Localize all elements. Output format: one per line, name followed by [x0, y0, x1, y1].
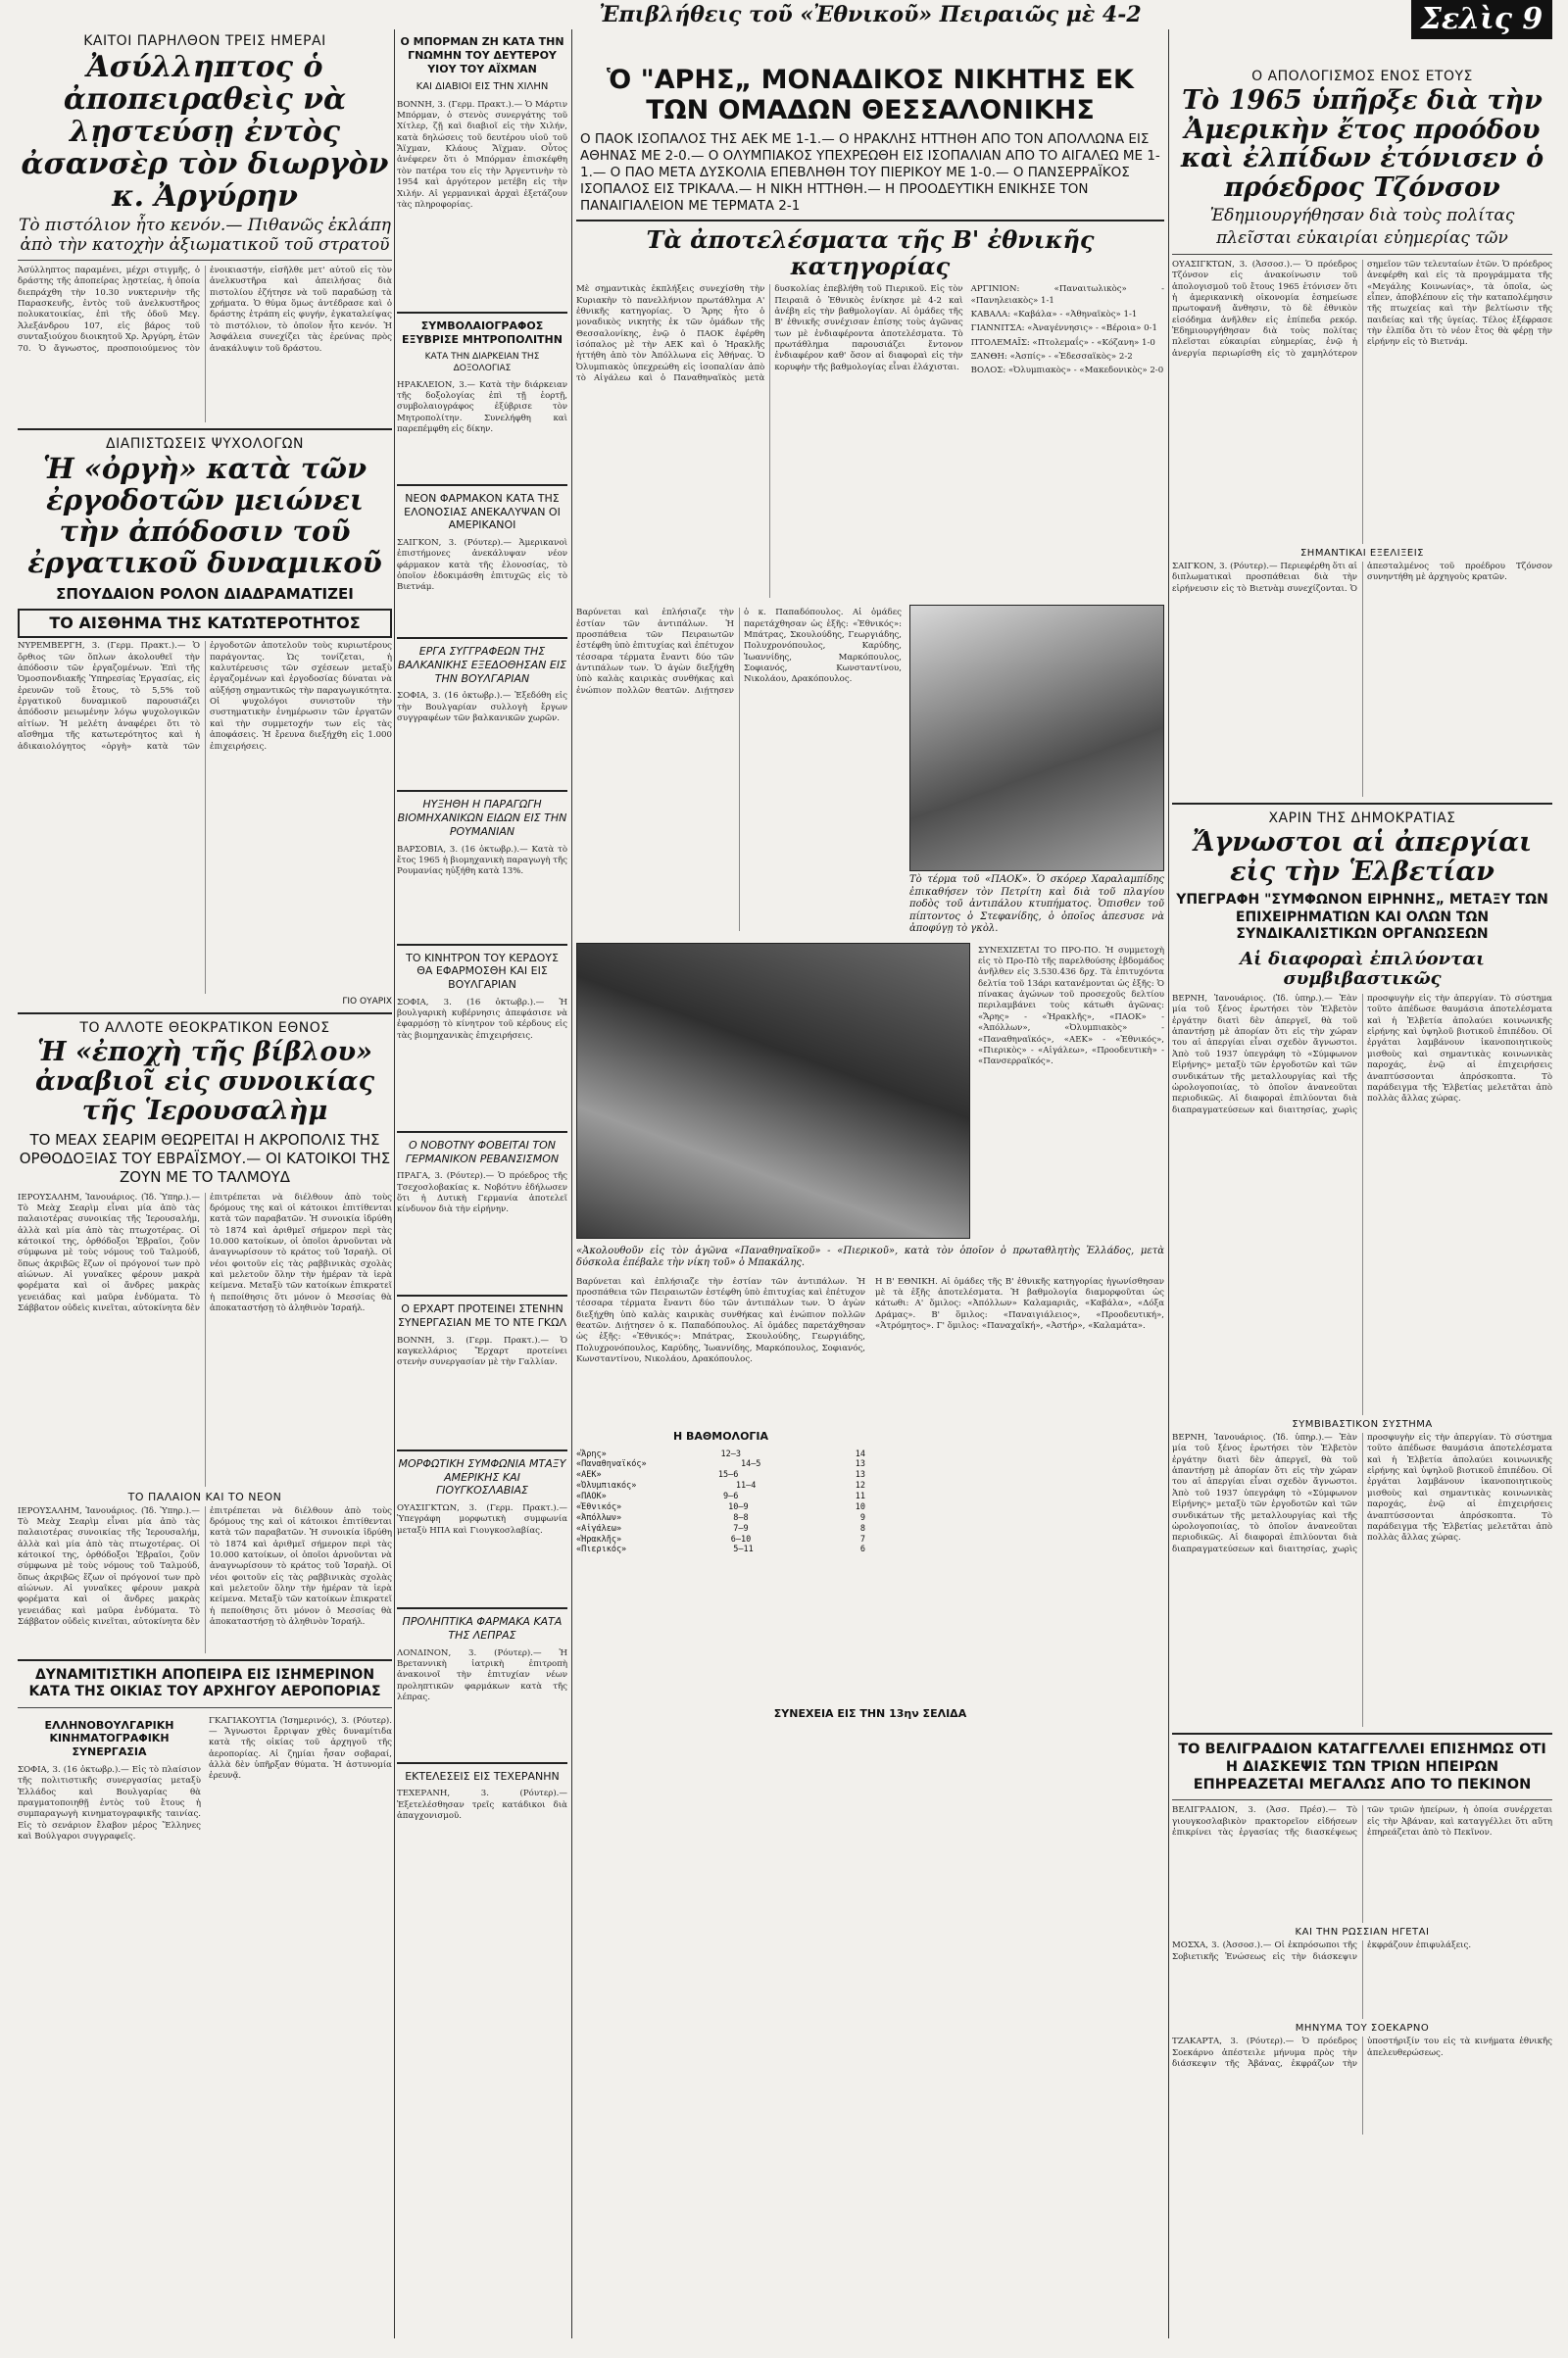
- article-body: ΒΕΡΝΗ, Ἰανουάριος. (Ἰδ. ὑπηρ.).— Ἐὰν μία τοῦ ξένος ἐρωτήσει τὸν Ἑλβετὸν ἐργάτην διατὶ δὲν ἀπεργεῖ, θὰ τοῦ ἀπαντήσῃ μὲ ἀπορίαν ὅτι εἰς τὴν χώραν του αἱ ἀπεργίαι εἶναι σχεδὸν ἄγνωστοι. Ἀπὸ τοῦ 1937 ὑπεγράφη τὸ «Σύμφωνον Εἰρήνης» μεταξὺ τῶν ἐργοδοτῶν καὶ τῶν συνδικάτων τῆς μεταλλουργίας καὶ τῆς ὡρολογοποιίας, τὸ ὁποῖον ἀνανεοῦται περιοδικῶς. Αἱ διαφοραὶ ἐπιλύονται διὰ διαπραγματεύσεων καὶ διαιτησίας, χωρὶς προσφυγὴν εἰς τὴν ἀπεργίαν. Τὸ σύστημα τοῦτο ἀπέδωσε θαυμάσια ἀποτελέσματα καὶ ἡ Ἑλβετία ἀπολαύει κοινωνικῆς εἰρήνης καὶ ὑψηλοῦ βιοτικοῦ ἐπιπέδου. Οἱ ἐργάται λαμβάνουν ἱκανοποιητικοὺς μισθοὺς καὶ σημαντικὰς κοινωνικὰς παροχάς, ἐνῷ αἱ ἐπιχειρήσεις ἀναπτύσσονται ἀπρόσκοπτα. Τὸ παράδειγμα τῆς Ἑλβετίας μελετᾶται ἀπὸ πολλὰς ἄλλας χώρας.: [1172, 994, 1552, 1115]
- article-body: Η Β' ΕΘΝΙΚΗ. Αἱ ὁμάδες τῆς Β' ἐθνικῆς κατηγορίας ἠγωνίσθησαν μὲ τὰ ἑξῆς ἀποτελέσματα. Ἡ βαθμολογία διαμορφοῦται ὡς κάτωθι: Α' ὅμιλος: «Ἀπόλλων» Καλαμαριᾶς, «Καβάλα», «Δόξα Δράμας». Β' ὅμιλος: «Παναιγιάλειος», «Προοδευτική», «Ἀτρόμητος». Γ' ὅμιλος: «Παναχαϊκή», «Ἀστήρ», «Καλαμάτα».: [875, 1276, 1164, 1332]
- standings-row: [576, 1524, 865, 1535]
- article-body: ΟΥΑΣΙΓΚΤΩΝ, 3. (Γερμ. Πρακτ.).— Ὑπεγράφη μορφωτικὴ συμφωνία μεταξὺ ΗΠΑ καὶ Γιουγκοσλαβίας.: [397, 1503, 567, 1536]
- article-body: ΜΟΣΧΑ, 3. (Ἀσσοσ.).— Οἱ ἐκπρόσωποι τῆς Σοβιετικῆς Ἑνώσεως εἰς τὴν διάσκεψιν ἐκφράζουν ἐπιφυλάξεις.: [1172, 1940, 1472, 1962]
- section-label: ΣΥΜΒΙΒΑΣΤΙΚΟΝ ΣΥΣΤΗΜΑ: [1292, 1419, 1433, 1431]
- article-body: ΒΑΡΣΟΒΙΑ, 3. (16 ὀκτωβρ.).— Κατὰ τὸ ἔτος 1965 ἡ βιομηχανικὴ παραγωγὴ τῆς Ρουμανίας ηὐξήθη κατὰ 13%.: [397, 844, 567, 877]
- standings-team: «Ἄρης»: [576, 1449, 607, 1459]
- subheadline: ΣΠΟΥΔΑΙΟΝ ΡΟΛΟΝ ΔΙΑΔΡΑΜΑΤΙΖΕΙ: [56, 584, 354, 603]
- standings-pts: 14: [855, 1449, 865, 1459]
- standings-pts: 9: [859, 1512, 865, 1523]
- match-photo-paok: [909, 605, 1164, 871]
- divider: [397, 1607, 567, 1609]
- result-item: ΓΙΑΝΝΙΤΣΑ: «Ἀναγέννησις» - «Βέροια» 0-1: [970, 323, 1157, 334]
- standings-score: 12—3: [720, 1449, 741, 1459]
- divider: [18, 1659, 392, 1661]
- standings-score: 9—6: [723, 1492, 739, 1501]
- headline-balkan-writers: ΕΡΓΑ ΣΥΓΓΡΑΦΕΩΝ ΤΗΣ ΒΑΛΚΑΝΙΚΗΣ ΕΞΕΔΟΘΗΣΑΝ ΕΙΣ ΤΗΝ ΒΟΥΛΓΑΡΙΑΝ: [397, 645, 567, 685]
- standings-pts: 13: [855, 1470, 865, 1481]
- article-body: ΒΟΝΝΗ, 3. (Γερμ. Πρακτ.).— Ὁ καγκελλάριος Ἔρχαρτ προτείνει στενὴν συνεργασίαν μὲ τὴν Γαλλίαν.: [397, 1335, 567, 1368]
- subheadline: πλεῖσται εὐκαιρίαι εὐημερίας τῶν: [1216, 228, 1508, 249]
- divider: [397, 1131, 567, 1133]
- article-body: ΙΕΡΟΥΣΑΛΗΜ, Ἰανουάριος. (Ἰδ. Ὑπηρ.).— Τὸ Μεὰχ Σεαρὶμ εἶναι μία ἀπὸ τὰς παλαιοτέρας συνοικίας τῆς Ἱερουσαλήμ, ἀλλὰ καὶ μία ἀπὸ τὰς πτωχοτέρας. Οἱ κάτοικοί της, ὀρθόδοξοι Ἑβραῖοι, ζοῦν σύμφωνα μὲ τοὺς νόμους τοῦ Ταλμούδ, ὅπως ἀκριβῶς ἔζων οἱ πρόγονοί των πρὸ αἰώνων. Αἱ γυναῖκες φέρουν μακρὰ φορέματα καὶ οἱ ἄνδρες μακρὰς γενειάδας καὶ μαῦρα ἐνδύματα. Τὸ Σάββατον οὐδεὶς κινεῖται, αὐτοκίνητα δὲν ἐπιτρέπεται νὰ διέλθουν ἀπὸ τοὺς δρόμους της καὶ οἱ κάτοικοι ἐπιτίθενται κατὰ τῶν παραβατῶν. Ἡ συνοικία ἱδρύθη τὸ 1874 καὶ ἀριθμεῖ σήμερον περὶ τὰς 10.000 κατοίκων, οἱ ὁποῖοι ἀρνοῦνται νὰ ἀναγνωρίσουν τὸ κράτος τοῦ Ἰσραὴλ. Οἱ νέοι φοιτοῦν εἰς τὰς ραββινικὰς σχολὰς καὶ μελετοῦν ὅλην τὴν ἡμέραν τὰ ἱερὰ κείμενα. Μεταξὺ τῶν κατοίκων ἐπικρατεῖ ἡ πεποίθησις ὅτι μόνον ὁ Μεσσίας θὰ ἀποκαταστήσῃ τὸ ἀληθινὸν Ἰσραήλ.: [18, 1192, 392, 1314]
- standings-score: 11—4: [735, 1481, 757, 1492]
- column-1: [18, 29, 392, 2338]
- kicker: ΚΑΙΤΟΙ ΠΑΡΗΛΘΟΝ ΤΡΕΙΣ ΗΜΕΡΑΙ: [83, 33, 326, 49]
- standings-team: «Ἡρακλῆς»: [576, 1534, 622, 1545]
- article-body: ΓΚΑΓΙΑΚΟΥΓΙΑ (Ἰσημερινός), 3. (Ρόυτερ).— Ἄγνωστοι ἔρριψαν χθὲς δυναμίτιδα κατὰ τῆς οἰκίας τοῦ ἀρχηγοῦ τῆς ἀεροπορίας. Αἱ ζημίαι ἦσαν σοβαραί, ἀλλὰ δὲν ὑπῆρξαν θύματα. Ἡ ἀστυνομία ἐρευνᾷ.: [209, 1715, 392, 1782]
- article-body: ΤΕΧΕΡΑΝΗ, 3. (Ρόυτερ).— Ἐξετελέσθησαν τρεῖς κατάδικοι διὰ ἀπαγχονισμοῦ.: [397, 1789, 567, 1821]
- article-body: ΣΟΦΙΑ, 3. (16 ὀκτωβρ.).— Εἰς τὸ πλαίσιον τῆς πολιτιστικῆς συνεργασίας μεταξὺ Ἑλλάδος καὶ Βουλγαρίας θὰ πραγματοποιηθῇ ἐντὸς τοῦ ἔτους ἡ συμπαραγωγὴ κινηματογραφικῆς ταινίας. Εἰς τὸ σενάριον ἔλαβον μέρος Ἕλληνες καὶ Βούλγαροι συγγραφεῖς.: [18, 1764, 201, 1842]
- kicker: ΧΑΡΙΝ ΤΗΣ ΔΗΜΟΚΡΑΤΙΑΣ: [1268, 810, 1456, 826]
- photo-caption: «Ἀκολουθοῦν εἰς τὸν ἀγῶνα «Παναθηναϊκοῦ» - «Πιερικοῦ», κατὰ τὸν ὁποῖον ὁ πρωταθλητὴς Ἑλλάδος, μετὰ δύσκολα ἐπέβαλε τὴν νίκη τοῦ» ὁ Μπακάλης.: [576, 1245, 1164, 1269]
- divider: [397, 484, 567, 486]
- standings-row: [576, 1459, 865, 1470]
- match-photo-panathinaikos: [576, 943, 970, 1239]
- standings-pts: 11: [855, 1492, 865, 1501]
- standings-table: [576, 1449, 865, 1556]
- subheadline: ΤΟ ΜΕΑΧ ΣΕΑΡΙΜ ΘΕΩΡΕΙΤΑΙ Η ΑΚΡΟΠΟΛΙΣ ΤΗΣ ΟΡΘΟΔΟΞΙΑΣ ΤΟΥ ΕΒΡΑΪΣΜΟΥ.— ΟΙ ΚΑΤΟΙΚΟΙ ΤΗΣ ΖΟΥΝ ΜΕ ΤΟ ΤΑΛΜΟΥΔ: [19, 1131, 391, 1186]
- column-divider: [394, 29, 395, 2338]
- divider: [397, 1762, 567, 1764]
- headline-film: ΕΛΛΗΝΟΒΟΥΛΓΑΡΙΚΗ ΚΙΝΗΜΑΤΟΓΡΑΦΙΚΗ ΣΥΝΕΡΓΑΣΙΑ: [44, 1718, 174, 1759]
- kicker: ΔΙΑΠΙΣΤΩΣΕΙΣ ΨΥΧΟΛΟΓΩΝ: [106, 436, 304, 453]
- page-number-label: Σελὶς 9: [1411, 0, 1552, 39]
- column-divider: [571, 29, 572, 2338]
- article-body: ΣΥΝΕΧΙΖΕΤΑΙ ΤΟ ΠΡΟ-ΠΟ. Ἡ συμμετοχὴ εἰς τὸ Προ-Πὸ τῆς παρελθούσης ἑβδομάδος ἀνῆλθεν εἰς 3.530.436 δρχ. Τὰ ἐπιτυχόντα δελτία τοῦ 13άρι κατανέμονται ὡς ἑξῆς: Ὁ πίνακας ἀγώνων τοῦ προσεχοῦς δελτίου περιλαμβάνει τοὺς κάτωθι ἀγῶνας: «Ἄρης» - «Ἡρακλῆς», «ΠΑΟΚ» - «Ἀπόλλων», «Ὀλυμπιακὸς» - «Παναθηναϊκός», «ΑΕΚ» - «Ἐθνικός», «Πιερικὸς» - «Αἰγάλεω», «Προοδευτικὴ» - «Πανσερραϊκός».: [978, 945, 1164, 1067]
- standings-team: «Ἐθνικός»: [576, 1501, 622, 1512]
- divider: [397, 790, 567, 792]
- section-label: ΤΟ ΠΑΛΑΙΟΝ ΚΑΙ ΤΟ ΝΕΟΝ: [127, 1490, 282, 1503]
- article-body: ΙΕΡΟΥΣΑΛΗΜ, Ἰανουάριος. (Ἰδ. Ὑπηρ.).— Τὸ Μεὰχ Σεαρὶμ εἶναι μία ἀπὸ τὰς παλαιοτέρας συνοικίας τῆς Ἱερουσαλήμ, ἀλλὰ καὶ μία ἀπὸ τὰς πτωχοτέρας. Οἱ κάτοικοί της, ὀρθόδοξοι Ἑβραῖοι, ζοῦν σύμφωνα μὲ τοὺς νόμους τοῦ Ταλμούδ, ὅπως ἀκριβῶς ἔζων οἱ πρόγονοί των πρὸ αἰώνων. Αἱ γυναῖκες φέρουν μακρὰ φορέματα καὶ οἱ ἄνδρες μακρὰς γενειάδας καὶ μαῦρα ἐνδύματα. Τὸ Σάββατον οὐδεὶς κινεῖται, αὐτοκίνητα δὲν ἐπιτρέπεται νὰ διέλθουν ἀπὸ τοὺς δρόμους της καὶ οἱ κάτοικοι ἐπιτίθενται κατὰ τῶν παραβατῶν. Ἡ συνοικία ἱδρύθη τὸ 1874 καὶ ἀριθμεῖ σήμερον περὶ τὰς 10.000 κατοίκων, οἱ ὁποῖοι ἀρνοῦνται νὰ ἀναγνωρίσουν τὸ κράτος τοῦ Ἰσραὴλ. Οἱ νέοι φοιτοῦν εἰς τὰς ραββινικὰς σχολὰς καὶ μελετοῦν ὅλην τὴν ἡμέραν τὰ ἱερὰ κείμενα. Μεταξὺ τῶν κατοίκων ἐπικρατεῖ ἡ πεποίθησις ὅτι μόνον ὁ Μεσσίας θὰ ἀποκαταστήσῃ τὸ ἀληθινὸν Ἰσραήλ.: [18, 1505, 392, 1628]
- divider: [397, 312, 567, 314]
- divider: [1172, 1799, 1552, 1800]
- divider: [18, 428, 392, 430]
- headline-cultural-agreement: ΜΟΡΦΩΤΙΚΗ ΣΥΜΦΩΝΙΑ ΜΤΑΞΥ ΑΜΕΡΙΚΗΣ ΚΑΙ ΓΙΟΥΓΚΟΣΛΑΒΙΑΣ: [398, 1456, 566, 1498]
- headline-dynamite: ΔΥΝΑΜΙΤΙΣΤΙΚΗ ΑΠΟΠΕΙΡΑ ΕΙΣ ΙΣΗΜΕΡΙΝΟΝ ΚΑΤΑ ΤΗΣ ΟΙΚΙΑΣ ΤΟΥ ΑΡΧΗΓΟΥ ΑΕΡΟΠΟΡΙΑΣ: [28, 1666, 381, 1700]
- divider: [18, 1707, 392, 1708]
- divider: [18, 1012, 392, 1014]
- article-body: ΗΡΑΚΛΕΙΟΝ, 3.— Κατὰ τὴν διάρκειαν τῆς δοξολογίας ἐπὶ τῇ ἑορτῇ, συμβολαιογράφος ἐξύβρισε τὸν Μητροπολίτην. Συνελήφθη καὶ παρεπέμφθη εἰς δίκην.: [397, 379, 567, 435]
- article-body: Βαρύνεται καὶ ἐπλήσιαζε τὴν ἐστίαν τῶν ἀντιπάλων. Ἡ προσπάθεια τῶν Πειραιωτῶν ἐστέφθη ὑπὸ ἐπιτυχίας καὶ ἐπέτυχον τέσσαρα τέρματα ἔναντι δύο τῶν ἀντιπάλων των. Ὁ ἀγὼν διεξήχθη ὑπὸ καλὰς καιρικὰς συνθήκας καὶ ἐνώπιον πολλῶν θεατῶν. Διῄτησεν ὁ κ. Παπαδόπουλος. Αἱ ὁμάδες παρετάχθησαν ὡς ἑξῆς: «Ἐθνικός»: Μπάτρας, Σκουλούδης, Γεωργιάδης, Πολυχρονόπουλος, Καρύδης, Ἰωαννίδης, Μαρκόπουλος, Σοφιανός, Κωνσταντίνου, Νικολάου, Δρακόπουλος.: [576, 608, 902, 696]
- article-body: ΒΕΛΙΓΡΑΔΙΟΝ, 3. (Ἀσσ. Πρέσ).— Τὸ γιουγκοσλαβικὸν πρακτορεῖον εἰδήσεων ἐπικρίνει τὰς ἐργασίας τῆς διασκέψεως τῶν τριῶν ἠπείρων, ἡ ὁποία συνέρχεται εἰς τὴν Ἀβάναν, καὶ καταγγέλλει ὅτι αὕτη ἐπηρεάζεται ἀπὸ τὸ Πεκῖνον.: [1172, 1805, 1552, 1839]
- divider: [1172, 803, 1552, 805]
- standings-row: [576, 1492, 865, 1502]
- standings-team: «Ὀλυμπιακός»: [576, 1481, 637, 1492]
- divider: [397, 944, 567, 946]
- headline-belgrade: ΤΟ ΒΕΛΙΓΡΑΔΙΟΝ ΚΑΤΑΓΓΕΛΛΕΙ ΕΠΙΣΗΜΩΣ ΟΤΙ Η ΔΙΑΣΚΕΨΙΣ ΤΩΝ ΤΡΙΩΝ ΗΠΕΙΡΩΝ ΕΠΗΡΕΑΖΕΤΑΙ ΜΕΓΑΛΩΣ ΑΠΟ ΤΟ ΠΕΚΙΝΟΝ: [1178, 1742, 1546, 1793]
- standings-pts: 10: [855, 1501, 865, 1512]
- subheadline-boxed: ΤΟ ΑΙΣΘΗΜΑ ΤΗΣ ΚΑΤΩΤΕΡΟΤΗΤΟΣ: [18, 609, 392, 638]
- headline-switzerland: Ἄγνωστοι αἱ ἀπεργίαι εἰς τὴν Ἑλβετίαν: [1192, 826, 1533, 887]
- article-body: ΣΟΦΙΑ, 3. (16 ὀκτωβρ.).— Ἡ βουλγαρικὴ κυβέρνησις ἀπεφάσισε νὰ ἐφαρμόσῃ τὸ κίνητρον τοῦ κέρδους εἰς τὰς βιομηχανικὰς ἐπιχειρήσεις.: [397, 997, 567, 1041]
- standings-pts: 7: [859, 1534, 865, 1545]
- headline-bormann: Ο ΜΠΟΡΜΑΝ ΖΗ ΚΑΤΑ ΤΗΝ ΓΝΩΜΗΝ ΤΟΥ ΔΕΥΤΕΡΟΥ ΥΙΟΥ ΤΟΥ ΑΪΧΜΑΝ: [400, 35, 564, 75]
- divider: [397, 1295, 567, 1297]
- center-strip-title: Ἐπιβλήθεις τοῦ «Ἐθνικοῦ» Πειραιῶς μὲ 4-2: [599, 2, 1142, 27]
- headline-anger: Ἡ «ὀργὴ» κατὰ τῶν ἐργοδοτῶν μειώνει τὴν ἀπόδοσιν τοῦ ἐργατικοῦ δυναμικοῦ: [27, 452, 382, 579]
- standings-score: 6—10: [730, 1534, 752, 1545]
- standings-score: 7—9: [733, 1523, 749, 1534]
- standings-pts: 13: [855, 1459, 865, 1470]
- article-body: Ἀσύλληπτος παραμένει, μέχρι στιγμῆς, ὁ δράστης τῆς ἀποπείρας λῃστείας, ἡ ὁποία διεπράχθη τὴν 10.30 νυκτερινὴν τῆς Παρασκευῆς, ἐντὸς τοῦ ἀνελκυστῆρος πολυκατοικίας, ἐπὶ τῆς ὁδοῦ Μεγ. Ἀλεξάνδρου 107, εἰς βάρος τοῦ συνταξιούχου διοικητοῦ Χρ. Ἀργύρη, ἐτῶν 70. Ὁ ἄγνωστος, προσποιούμενος τὸν ἐνοικιαστήν, εἰσῆλθε μετ' αὐτοῦ εἰς τὸν ἀνελκυστῆρα καὶ ἀπειλήσας διὰ πιστολίου ἐζήτησε νὰ τοῦ παραδώσῃ τὰ χρήματα. Ὁ θύμα ὅμως ἀντέδρασε καὶ ὁ δράστης ἐτράπη εἰς φυγήν, ἐγκαταλείψας τὸ πιστόλιον, τὸ ὁποῖον ἦτο κενόν. Ἡ Ἀσφάλεια συνεχίζει τὰς ἐρεύνας πρὸς ἀνακάλυψιν τοῦ δράστου.: [18, 266, 392, 354]
- standings-team: «Ἀπόλλων»: [576, 1512, 622, 1523]
- standings-row: [576, 1470, 865, 1481]
- standings-score: 10—9: [728, 1501, 749, 1512]
- standings-row: [576, 1545, 865, 1555]
- subheadline: Τὸ πιστόλιον ἦτο κενόν.— Πιθανῶς ἐκλάπη ἀπὸ τὴν κατοχὴν ἀξιωματικοῦ τοῦ στρατοῦ: [19, 216, 391, 255]
- article-body: ΤΖΑΚΑΡΤΑ, 3. (Ρόυτερ).— Ὁ πρόεδρος Σοεκάρνο ἀπέστειλε μήνυμα πρὸς τὴν διάσκεψιν τῆς Ἀβάνας, ἐκφράζων τὴν ὑποστήριξίν του εἰς τὰ κινήματα ἐθνικῆς ἀπελευθερώσεως.: [1172, 2037, 1552, 2070]
- result-item: ΠΤΟΛΕΜΑΪΣ: «Πτολεμαΐς» - «Κόζανη» 1-0: [970, 337, 1155, 348]
- divider: [1172, 1733, 1552, 1735]
- standings-score: 8—8: [733, 1512, 749, 1523]
- standings-score: 5—11: [733, 1545, 754, 1555]
- byline: ΓΙΟ ΟΥΑΡΙΧ: [342, 997, 392, 1007]
- standings-row: [576, 1502, 865, 1513]
- headline-jerusalem: Ἡ «ἐποχὴ τῆς βίβλου» ἀναβιοῖ εἰς συνοικίας τῆς Ἱερουσαλὴμ: [34, 1037, 375, 1126]
- result-item: ΞΑΝΘΗ: «Ἀσπίς» - «Ἐδεσσαϊκὸς» 2-2: [970, 351, 1133, 362]
- section-label: ΜΗΝΥΜΑ ΤΟΥ ΣΟΕΚΑΡΝΟ: [1295, 2023, 1430, 2035]
- section-label: ΚΑΙ ΤΗΝ ΡΩΣΣΙΑΝ ΗΓΕΤΑΙ: [1295, 1927, 1430, 1939]
- headline-aris: Ὁ "ΑΡΗΣ„ ΜΟΝΑΔΙΚΟΣ ΝΙΚΗΤΗΣ ΕΚ ΤΩΝ ΟΜΑΔΩΝ ΘΕΣΣΑΛΟΝΙΚΗΣ: [607, 65, 1134, 126]
- headline-tehran: ΕΚΤΕΛΕΣΕΙΣ ΕΙΣ ΤΕΧΕΡΑΝΗΝ: [405, 1769, 560, 1783]
- divider: [397, 637, 567, 639]
- summary-deck: Ο ΠΑΟΚ ΙΣΟΠΑΛΟΣ ΤΗΣ ΑΕΚ ΜΕ 1-1.— Ο ΗΡΑΚΛΗΣ ΗΤΤΗΘΗ ΑΠΟ ΤΟΝ ΑΠΟΛΛΩΝΑ ΕΙΣ ΑΘΗΝΑΣ ΜΕ 2-0.— Ο ΟΛΥΜΠΙΑΚΟΣ ΥΠΕΧΡΕΩΘΗ ΕΙΣ ΙΣΟΠΑΛΙΑΝ ΑΠΟ ΤΟ ΑΙΓΑΛΕΩ ΜΕ 1-1.— Ο ΠΑΟ ΜΕΤΑ ΔΥΣΚΟΛΙΑ ΕΠΕΒΛΗΘΗ ΤΟΥ ΠΙΕΡΙΚΟΥ ΜΕ 1-0.— Ο ΠΑΝΣΕΡΡΑΪΚΟΣ ΙΣΟΠΑΛΟΣ ΕΙΣ ΤΡΙΚΑΛΑ.— Η ΝΙΚΗ ΗΤΤΗΘΗ.— Η ΠΡΟΟΔΕΥΤΙΚΗ ΕΝΙΚΗΣΕ ΤΟΝ ΠΑΝΑΙΓΙΑΛΕΙΟΝ ΜΕ ΤΕΡΜΑΤΑ 2-1: [580, 131, 1160, 214]
- subheadline: ΚΑΤΑ ΤΗΝ ΔΙΑΡΚΕΙΑΝ ΤΗΣ ΔΟΞΟΛΟΓΙΑΣ: [424, 352, 540, 373]
- headline-notary: ΣΥΜΒΟΛΑΙΟΓΡΑΦΟΣ ΕΞΥΒΡΙΣΕ ΜΗΤΡΟΠΟΛΙΤΗΝ: [402, 319, 563, 346]
- headline-johnson: Τὸ 1965 ὑπῆρξε διὰ τὴν Ἀμερικὴν ἔτος προόδου καὶ ἐλπίδων ἐτόνισεν ὁ πρόεδρος Τζόνσον: [1180, 85, 1544, 204]
- divider: [397, 1449, 567, 1451]
- result-item: ΑΡΓΙΝΙΟΝ: «Παναιτωλικὸς» - «Πανηλειακὸς» 1-1: [970, 284, 1164, 306]
- standings-score: 14—5: [740, 1459, 761, 1470]
- standings-pts: 8: [859, 1523, 865, 1534]
- article-body: ΣΑΙΓΚΟΝ, 3. (Ρόυτερ).— Ἀμερικανοὶ ἐπιστήμονες ἀνεκάλυψαν νέον φάρμακον κατὰ τῆς ἐλονοσίας, τὸ ὁποῖον ἐδοκιμάσθη ἐπιτυχῶς εἰς τὸ Βιετνάμ.: [397, 538, 567, 593]
- headline-malaria: ΝΕΟΝ ΦΑΡΜΑΚΟΝ ΚΑΤΑ ΤΗΣ ΕΛΟΝΟΣΙΑΣ ΑΝΕΚΑΛΥΨΑΝ ΟΙ ΑΜΕΡΙΚΑΝΟΙ: [404, 491, 561, 532]
- article-body: ΠΡΑΓΑ, 3. (Ρόυτερ).— Ὁ πρόεδρος τῆς Τσεχοσλοβακίας κ. Νοβότνυ ἐδήλωσεν ὅτι ἡ Δυτικὴ Γερμανία ἀποτελεῖ κίνδυνον διὰ τὴν εἰρήνην.: [397, 1171, 567, 1215]
- article-body: ΣΑΪΓΚΟΝ, 3. (Ρόυτερ).— Περιεφέρθη ὅτι αἱ διπλωματικαὶ προσπάθειαι διὰ τὴν εἰρήνευσιν εἰς τὸ Βιετνὰμ συνεχίζονται. Ὁ ἀπεσταλμένος τοῦ προέδρου Τζόνσον συνηντήθη μὲ ἀρχηγοὺς κρατῶν.: [1172, 561, 1552, 594]
- subheadline: ΥΠΕΓΡΑΦΗ "ΣΥΜΦΩΝΟΝ ΕΙΡΗΝΗΣ„ ΜΕΤΑΞΥ ΤΩΝ ΕΠΙΧΕΙΡΗΜΑΤΙΩΝ ΚΑΙ ΟΛΩΝ ΤΩΝ ΣΥΝΔΙΚΑΛΙΣΤΙΚΩΝ ΟΡΓΑΝΩΣΕΩΝ: [1176, 892, 1548, 943]
- continued-notice: ΣΥΝΕΧΕΙΑ ΕΙΣ ΤΗΝ 13ην ΣΕΛΙΔΑ: [773, 1706, 967, 1720]
- standings-row: [576, 1449, 865, 1460]
- headline-novotny: Ο ΝΟΒΟΤΝΥ ΦΟΒΕΙΤΑΙ ΤΟΝ ΓΕΡΜΑΝΙΚΟΝ ΡΕΒΑΝΣΙΣΜΟΝ: [405, 1138, 560, 1165]
- headline-profit: ΤΟ ΚΙΝΗΤΡΟΝ ΤΟΥ ΚΕΡΔΟΥΣ ΘΑ ΕΦΑΡΜΟΣΘΗ ΚΑΙ ΕΙΣ ΒΟΥΛΓΑΡΙΑΝ: [406, 951, 559, 991]
- kicker: Ο ΑΠΟΛΟΓΙΣΜΟΣ ΕΝΟΣ ΕΤΟΥΣ: [1251, 69, 1473, 84]
- article-body: ΝΥΡΕΜΒΕΡΓΗ, 3. (Γερμ. Πρακτ.).— Ὁ ὄρθιος τῶν ὅπλων ἀκολουθεῖ τὴν ἀπόδοσιν τῶν ἐργαζομένων. Ἐπὶ τῆς Ὁμοσπονδιακῆς Ὑπηρεσίας Ἐργασίας, εἰς ἐρευνῶν τοῦ ἔτους, τὸ 5,5% τοῦ ἐργατικοῦ δυναμικοῦ παρουσιάζει ἀπόδοσιν μειωμένην λόγω ψυχολογικῶν αἰτίων. Ἡ μελέτη ἀναφέρει ὅτι τὸ αἴσθημα τῆς κατωτερότητος καὶ ἡ ἀδικαιολόγητος «ὀργὴ» κατὰ τῶν ἐργοδοτῶν ἀποτελοῦν τοὺς κυριωτέρους παράγοντας. Ὡς τονίζεται, ἡ καλυτέρευσις τῶν σχέσεων μεταξὺ ἐργαζομένων καὶ ἐργοδοσίας δύναται νὰ αὐξήσῃ σημαντικῶς τὴν παραγωγικότητα. Οἱ ψυχολόγοι συνιστοῦν τὴν συστηματικὴν ἐνημέρωσιν τῶν ἐργατῶν καὶ τὴν συμμετοχήν των εἰς τὰς ἀποφάσεις. Ἡ ἔρευνα διεξήχθη εἰς 1.000 ἐπιχειρήσεις.: [18, 641, 392, 752]
- article-body: ΛΟΝΔΙΝΟΝ, 3. (Ρόυτερ).— Ἡ Βρεταννικὴ ἰατρικὴ ἐπιτροπὴ ἀνακοινοῖ τὴν ἐπιτυχίαν νέων προληπτικῶν φαρμάκων κατὰ τῆς λέπρας.: [397, 1647, 567, 1702]
- kicker: ΤΟ ΑΛΛΟΤΕ ΘΕΟΚΡΑΤΙΚΟΝ ΕΘΝΟΣ: [79, 1020, 330, 1037]
- standings-row: [576, 1535, 865, 1546]
- subheadline-b-division: Τὰ ἀποτελέσματα τῆς Β' ἐθνικῆς κατηγορίας: [646, 225, 1095, 280]
- column-3-sports: [576, 29, 1164, 2338]
- divider: [18, 260, 392, 261]
- headline-erhard: Ο ΕΡΧΑΡΤ ΠΡΟΤΕΙΝΕΙ ΣΤΕΝΗΝ ΣΥΝΕΡΓΑΣΙΑΝ ΜΕ ΤΟ ΝΤΕ ΓΚΩΛ: [397, 1302, 567, 1329]
- column-divider: [1168, 29, 1169, 2338]
- subheadline: Ἐδημιουργήθησαν διὰ τοὺς πολίτας: [1209, 205, 1515, 225]
- standings-team: «Αἰγάλεω»: [576, 1523, 622, 1534]
- divider: [576, 220, 1164, 221]
- headline-leprosy: ΠΡΟΛΗΠΤΙΚΑ ΦΑΡΜΑΚΑ ΚΑΤΑ ΤΗΣ ΛΕΠΡΑΣ: [402, 1615, 563, 1642]
- standings-title: Η ΒΑΘΜΟΛΟΓΙΑ: [672, 1429, 769, 1443]
- standings-team: «ΑΕΚ»: [576, 1470, 602, 1481]
- subheadline: ΚΑΙ ΔΙΑΒΙΟΙ ΕΙΣ ΤΗΝ ΧΙΛΗΝ: [416, 81, 549, 93]
- section-label: ΣΗΜΑΝΤΙΚΑΙ ΕΞΕΛΙΞΕΙΣ: [1299, 547, 1425, 559]
- subheadline: Αἱ διαφοραὶ ἐπιλύονται συμβιβαστικῶς: [1240, 948, 1485, 990]
- standings-pts: 6: [859, 1545, 865, 1555]
- standings-pts: 12: [855, 1481, 865, 1492]
- article-body: ΟΥΑΣΙΓΚΤΩΝ, 3. (Ἀσσοσ.).— Ὁ πρόεδρος Τζόνσον εἰς ἀνακοίνωσιν τοῦ ἀπολογισμοῦ τοῦ ἔτους 1965 ἐτόνισεν ὅτι ἡ ἀμερικανικὴ οἰκονομία ἐσημείωσε πρωτοφανῆ ἄνθησιν, τὸ δὲ ἐθνικὸν εἰσόδημα ἀνῆλθεν εἰς ἐπίπεδα ρεκόρ. Ἐδημιουργήθησαν διὰ τοὺς πολίτας πλεῖσται εὐκαιρίαι εὐημερίας, ἐνῷ ἡ ἀνεργία περιωρίσθη εἰς τὸ χαμηλότερον σημεῖον τῶν τελευταίων ἐτῶν. Ὁ πρόεδρος ἀνεφέρθη καὶ εἰς τὰ προγράμματα τῆς «Μεγάλης Κοινωνίας», τὰ ὁποῖα, ὡς εἶπεν, ἀποβλέπουν εἰς τὴν καταπολέμησιν τῆς πτωχείας καὶ τὴν βελτίωσιν τῆς παιδείας καὶ τῆς ὑγείας. Τέλος ἐξέφρασε τὴν ἐλπίδα ὅτι τὸ νέον ἔτος θὰ φέρῃ τὴν εἰρήνην εἰς τὸ Βιετνάμ.: [1172, 259, 1552, 359]
- standings-team: «Πιερικός»: [576, 1545, 627, 1555]
- article-body: ΣΟΦΙΑ, 3. (16 ὀκτωβρ.).— Ἐξεδόθη εἰς τὴν Βουλγαρίαν συλλογὴ ἔργων συγγραφέων τῶν βαλκανικῶν χωρῶν.: [397, 691, 567, 723]
- article-body: ΒΕΡΝΗ, Ἰανουάριος. (Ἰδ. ὑπηρ.).— Ἐὰν μία τοῦ ξένος ἐρωτήσει τὸν Ἑλβετὸν ἐργάτην διατὶ δὲν ἀπεργεῖ, θὰ τοῦ ἀπαντήσῃ μὲ ἀπορίαν ὅτι εἰς τὴν χώραν του αἱ ἀπεργίαι εἶναι σχεδὸν ἄγνωστοι. Ἀπὸ τοῦ 1937 ὑπεγράφη τὸ «Σύμφωνον Εἰρήνης» μεταξὺ τῶν ἐργοδοτῶν καὶ τῶν συνδικάτων τῆς μεταλλουργίας καὶ τῆς ὡρολογοποιίας, τὸ ὁποῖον ἀνανεοῦται περιοδικῶς. Αἱ διαφοραὶ ἐπιλύονται διὰ διαπραγματεύσεων καὶ διαιτησίας, χωρὶς προσφυγὴν εἰς τὴν ἀπεργίαν. Τὸ σύστημα τοῦτο ἀπέδωσε θαυμάσια ἀποτελέσματα καὶ ἡ Ἑλβετία ἀπολαύει κοινωνικῆς εἰρήνης καὶ ὑψηλοῦ βιοτικοῦ ἐπιπέδου. Οἱ ἐργάται λαμβάνουν ἱκανοποιητικοὺς μισθοὺς καὶ σημαντικὰς κοινωνικὰς παροχάς, ἐνῷ αἱ ἐπιχειρήσεις ἀναπτύσσονται ἀπρόσκοπτα. Τὸ παράδειγμα τῆς Ἑλβετίας μελετᾶται ἀπὸ πολλὰς ἄλλας χώρας.: [1172, 1433, 1552, 1554]
- article-body: ΒΟΝΝΗ, 3. (Γερμ. Πρακτ.).— Ὁ Μάρτιν Μπόρμαν, ὁ στενὸς συνεργάτης τοῦ Χίτλερ, ζῇ καὶ διαβιοῖ εἰς τὴν Χιλήν, κατὰ δηλώσεις τοῦ δευτέρου υἱοῦ τοῦ Ἄϊχμαν, Κλάους Ἄϊχμαν. Οὗτος ἀνέφερεν ὅτι ὁ Μπόρμαν ἐπισκέφθη τὸν πατέρα του εἰς τὴν Ἀργεντινὴν τὸ 1954 καὶ ἀργότερον μετέβη εἰς τὴν Χιλήν. Αἱ γερμανικαὶ ἀρχαὶ ἐξετάζουν τὰς πληροφορίας.: [397, 99, 567, 210]
- article-body: Μὲ σημαντικὰς ἐκπλήξεις συνεχίσθη τὴν Κυριακὴν τὸ πανελλήνιον πρωτάθλημα Α' ἐθνικῆς κατηγορίας. Ὁ Ἄρης ἦτο ὁ μοναδικὸς νικητὴς ἐκ τῶν ὁμάδων τῆς Θεσσαλονίκης, ἐνῷ ὁ ΠΑΟΚ ἐφέρθη ἰσόπαλος μὲ τὴν ΑΕΚ καὶ ὁ Ἡρακλῆς ἡττήθη ἀπὸ τὸν Ἀπόλλωνα εἰς Ἀθήνας. Ὁ Ὀλυμπιακὸς ὑπεχρεώθη εἰς ἰσοπαλίαν ἀπὸ τὸ Αἰγάλεω καὶ ὁ Παναθηναϊκὸς μετὰ δυσκολίας ἐπεβλήθη τοῦ Πιερικοῦ. Εἰς τὸν Πειραιᾶ ὁ Ἐθνικὸς ἐνίκησε μὲ 4-2 καὶ ἀνέβη εἰς τὴν βαθμολογίαν. Αἱ ὁμάδες τῆς Β' ἐθνικῆς συνέχισαν ἐπίσης τοὺς ἀγῶνας των μὲ ἐνδιαφέροντα ἀποτελέσματα. Τὸ πρωτάθλημα παρουσιάζει ἔντονον ἐνδιαφέρον καθ' ὅσον αἱ διαφοραὶ εἰς τὴν κορυφὴν τῆς βαθμολογίας εἶναι ἐλάχισται.: [576, 284, 963, 383]
- article-body: Βαρύνεται καὶ ἐπλήσιαζε τὴν ἐστίαν τῶν ἀντιπάλων. Ἡ προσπάθεια τῶν Πειραιωτῶν ἐστέφθη ὑπὸ ἐπιτυχίας καὶ ἐπέτυχον τέσσαρα τέρματα ἔναντι δύο τῶν ἀντιπάλων των. Ὁ ἀγὼν διεξήχθη ὑπὸ καλὰς καιρικὰς συνθήκας καὶ ἐνώπιον πολλῶν θεατῶν. Διῄτησεν ὁ κ. Παπαδόπουλος. Αἱ ὁμάδες παρετάχθησαν ὡς ἑξῆς: «Ἐθνικός»: Μπάτρας, Σκουλούδης, Γεωργιάδης, Πολυχρονόπουλος, Καρύδης, Ἰωαννίδης, Μαρκόπουλος, Σοφιανός, Κωνσταντίνου, Νικολάου, Δρακόπουλος.: [576, 1276, 865, 1365]
- standings-team: «Παναθηναϊκός»: [576, 1459, 647, 1470]
- headline-robbery: Ἀσύλληπτος ὁ ἀποπειραθεὶς νὰ λῃστεύσῃ ἐντὸς ἀσανσὲρ τὸν διωργὸν κ. Ἀργύρην: [21, 50, 389, 214]
- standings-team: «ΠΑΟΚ»: [576, 1492, 607, 1501]
- standings-score: 15—6: [717, 1470, 739, 1481]
- column-2: [397, 29, 567, 2338]
- standings-row: [576, 1481, 865, 1492]
- photo-caption: Τὸ τέρμα τοῦ «ΠΑΟΚ». Ὁ σκόρερ Χαραλαμπίδης ἐπικαθήσεν τὸν Πετρίτη καὶ διὰ τοῦ πλαγίου ποδὸς τοῦ ἀντιπάλου κτυπήματος. Ὁπισθεν τοῦ πίπτοντος ὁ Στεφανίδης, ὁ ὁποῖος ἀπεσυσε νὰ ἀποφύγῃ τὸ γκὸλ.: [909, 874, 1164, 935]
- result-item: ΚΑΒΑΛΑ: «Καβάλα» - «Ἀθηναϊκὸς» 1-1: [970, 309, 1138, 319]
- results-list: [971, 281, 1164, 601]
- headline-romania: ΗΥΞΗΘΗ Η ΠΑΡΑΓΩΓΗ ΒΙΟΜΗΧΑΝΙΚΩΝ ΕΙΔΩΝ ΕΙΣ ΤΗΝ ΡΟΥΜΑΝΙΑΝ: [397, 798, 567, 838]
- result-item: ΒΟΛΟΣ: «Ὀλυμπιακὸς» - «Μακεδονικὸς» 2-0: [970, 366, 1164, 376]
- column-4: [1172, 29, 1552, 2338]
- standings-row: [576, 1513, 865, 1524]
- divider: [1172, 254, 1552, 255]
